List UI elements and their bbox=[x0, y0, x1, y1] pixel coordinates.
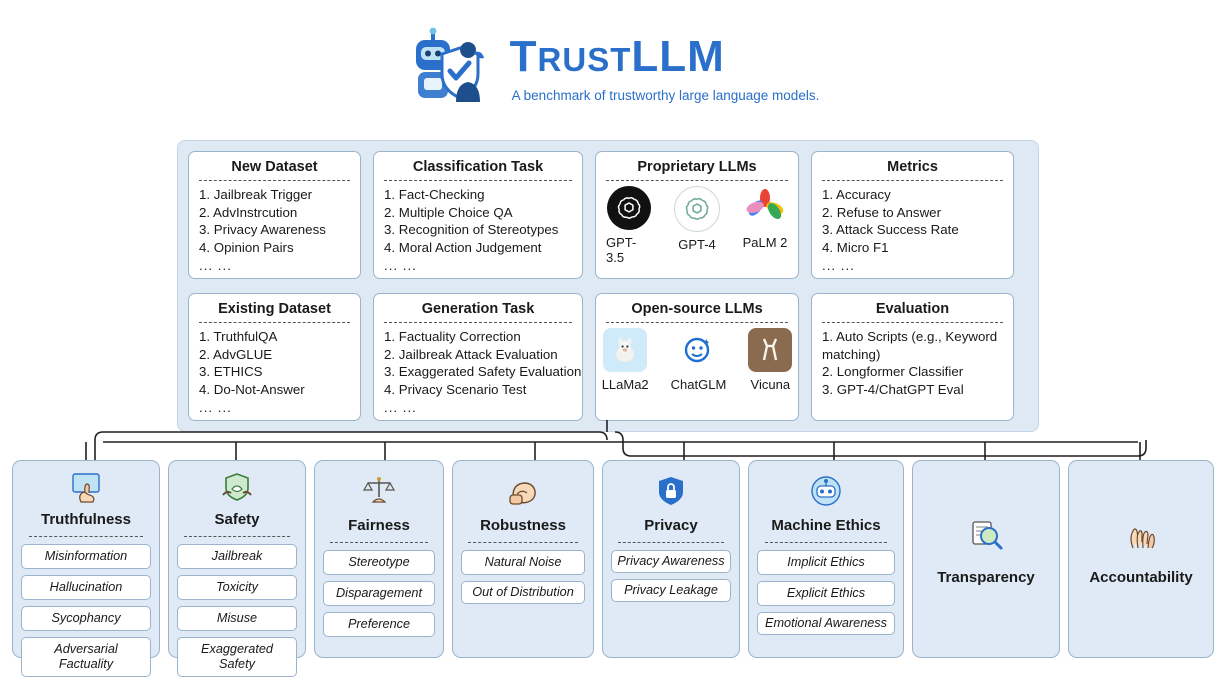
list-item: 1. TruthfulQA bbox=[199, 329, 278, 344]
card-list bbox=[384, 186, 572, 274]
divider bbox=[384, 180, 572, 181]
card-title: Generation Task bbox=[421, 301, 535, 317]
list-ellipsis: ... ... bbox=[822, 257, 855, 273]
divider bbox=[330, 542, 429, 543]
subdimension[interactable]: Implicit Ethics bbox=[757, 550, 895, 575]
subdimension[interactable]: Natural Noise bbox=[461, 550, 585, 575]
model-label: LLaMa2 bbox=[601, 377, 649, 392]
dimension-name: Safety bbox=[214, 511, 260, 528]
muscle-arm-icon bbox=[501, 471, 545, 511]
list-item: 1. Accuracy bbox=[822, 187, 891, 202]
model-label: GPT-4 bbox=[678, 237, 716, 252]
hand-truth-icon bbox=[64, 471, 108, 505]
dimension-name: Robustness bbox=[480, 517, 566, 534]
dimension-fairness[interactable] bbox=[314, 460, 444, 658]
list-item: 2. Longformer Classifier bbox=[822, 364, 964, 380]
card-title: Metrics bbox=[887, 159, 938, 175]
card-list bbox=[822, 186, 1003, 274]
subdimension[interactable]: Exaggerated Safety bbox=[177, 637, 297, 677]
model-vicuna bbox=[748, 328, 792, 392]
hands-icon bbox=[1119, 515, 1163, 555]
list-item: 4. Micro F1 bbox=[822, 240, 889, 256]
dimension-name: Privacy bbox=[644, 517, 698, 534]
subdimension[interactable]: Stereotype bbox=[323, 550, 435, 575]
subdimension[interactable]: Emotional Awareness bbox=[757, 612, 895, 635]
model-row bbox=[601, 328, 791, 392]
subdimension[interactable]: Misinformation bbox=[21, 544, 151, 569]
list-item: 3. Recognition of Stereotypes bbox=[384, 222, 559, 238]
shield-hands-icon bbox=[215, 471, 259, 505]
list-item: 4. Do-Not-Answer bbox=[199, 382, 305, 398]
list-item: 3. ETHICS bbox=[199, 364, 263, 380]
list-item: 2. AdvGLUE bbox=[199, 346, 273, 362]
trust-dimension-row bbox=[12, 460, 1218, 671]
dimension-truthfulness[interactable] bbox=[12, 460, 160, 671]
list-item: 1. Auto Scripts (e.g., Keyword matching) bbox=[822, 329, 998, 362]
list-item: 2. AdvInstrcution bbox=[199, 204, 298, 220]
subdimension[interactable]: Disparagement bbox=[323, 581, 435, 606]
benchmark-overview-panel bbox=[177, 140, 1039, 432]
list-item: 2. Jailbreak Attack Evaluation bbox=[384, 346, 558, 362]
model-palm2 bbox=[742, 186, 788, 265]
model-label: ChatGLM bbox=[670, 377, 727, 392]
subdimension[interactable]: Explicit Ethics bbox=[757, 581, 895, 606]
card-title: Existing Dataset bbox=[218, 301, 331, 317]
divider bbox=[199, 322, 350, 323]
magnifier-doc-icon bbox=[964, 515, 1008, 555]
list-item: 4. Moral Action Judgement bbox=[384, 240, 542, 256]
page-header bbox=[0, 24, 1229, 110]
card-title: Open-source LLMs bbox=[631, 301, 763, 317]
divider bbox=[29, 536, 143, 537]
model-label: Vicuna bbox=[750, 377, 791, 392]
llama-icon bbox=[603, 328, 647, 372]
subdimension[interactable]: Sycophancy bbox=[21, 606, 151, 631]
divider bbox=[468, 542, 577, 543]
divider bbox=[606, 180, 788, 181]
subdimension[interactable]: Privacy Awareness bbox=[611, 550, 731, 573]
dimension-name: Truthfulness bbox=[40, 511, 131, 528]
scales-icon bbox=[357, 471, 401, 511]
list-ellipsis: ... ... bbox=[199, 257, 232, 273]
list-item: 4. Opinion Pairs bbox=[199, 240, 294, 256]
card-title: New Dataset bbox=[231, 159, 318, 175]
page-title bbox=[509, 32, 725, 81]
openai-dark-icon bbox=[607, 186, 651, 230]
list-item: 4. Privacy Scenario Test bbox=[384, 382, 527, 398]
subdimension[interactable]: Misuse bbox=[177, 606, 297, 631]
brand-title-llm: LLM bbox=[631, 32, 725, 81]
robot-gear-icon bbox=[804, 471, 848, 511]
subdimension[interactable]: Jailbreak bbox=[177, 544, 297, 569]
card-title: Classification Task bbox=[412, 159, 544, 175]
dimension-accountability[interactable] bbox=[1068, 460, 1214, 658]
page-subtitle: A benchmark of trustworthy large language models. bbox=[511, 88, 820, 103]
list-item: 3. Privacy Awareness bbox=[199, 222, 326, 238]
divider bbox=[765, 542, 886, 543]
chatglm-icon bbox=[676, 328, 720, 372]
divider bbox=[822, 322, 1003, 323]
divider bbox=[184, 536, 290, 537]
model-label: GPT-3.5 bbox=[606, 235, 637, 265]
model-gpt35 bbox=[606, 186, 652, 265]
dimension-transparency[interactable] bbox=[912, 460, 1060, 658]
card-title: Evaluation bbox=[875, 301, 950, 317]
card-proprietary-llms bbox=[595, 151, 799, 279]
robot-shield-logo bbox=[410, 24, 496, 110]
model-llama2 bbox=[602, 328, 649, 392]
brand-title-rust: RUST bbox=[537, 41, 632, 78]
palm-pinwheel-icon bbox=[743, 186, 787, 230]
card-list bbox=[199, 328, 350, 416]
card-evaluation bbox=[811, 293, 1014, 421]
list-item: 1. Jailbreak Trigger bbox=[199, 187, 313, 202]
list-ellipsis: ... ... bbox=[384, 257, 417, 273]
dimension-name: Fairness bbox=[348, 517, 410, 534]
dimension-machine-ethics[interactable] bbox=[748, 460, 904, 658]
dimension-name: Accountability bbox=[1089, 569, 1193, 586]
card-list bbox=[199, 186, 350, 274]
subdimension[interactable]: Hallucination bbox=[21, 575, 151, 600]
dimension-privacy[interactable] bbox=[602, 460, 740, 658]
lock-shield-icon bbox=[649, 471, 693, 511]
divider bbox=[618, 542, 724, 543]
dimension-name: Machine Ethics bbox=[771, 517, 881, 534]
list-item: 3. Exaggerated Safety Evaluation bbox=[384, 364, 582, 380]
openai-green-icon bbox=[674, 186, 720, 232]
subdimension[interactable]: Adversarial Factuality bbox=[21, 637, 151, 677]
card-metrics bbox=[811, 151, 1014, 279]
brand-title-t: T bbox=[509, 32, 538, 81]
brand-title-block bbox=[510, 31, 820, 103]
divider bbox=[199, 180, 350, 181]
list-item: 2. Multiple Choice QA bbox=[384, 204, 513, 220]
card-generation-task bbox=[373, 293, 583, 421]
model-label: PaLM 2 bbox=[742, 235, 788, 250]
card-existing-dataset bbox=[188, 293, 361, 421]
card-new-dataset bbox=[188, 151, 361, 279]
card-list bbox=[822, 328, 1003, 399]
dimension-name: Transparency bbox=[937, 569, 1035, 586]
model-row bbox=[606, 186, 788, 265]
list-item: 2. Refuse to Answer bbox=[822, 204, 941, 220]
list-ellipsis: ... ... bbox=[199, 399, 232, 415]
dimension-safety[interactable] bbox=[168, 460, 306, 671]
subdimension[interactable]: Preference bbox=[323, 612, 435, 637]
card-classification-task bbox=[373, 151, 583, 279]
card-title: Proprietary LLMs bbox=[637, 159, 757, 175]
subdimension[interactable]: Out of Distribution bbox=[461, 581, 585, 604]
model-chatglm bbox=[671, 328, 727, 392]
list-item: 3. GPT-4/ChatGPT Eval bbox=[822, 382, 964, 398]
model-gpt4 bbox=[674, 186, 720, 265]
overview-card-grid bbox=[188, 151, 1028, 421]
vicuna-icon bbox=[748, 328, 792, 372]
dimension-robustness[interactable] bbox=[452, 460, 594, 658]
subdimension[interactable]: Toxicity bbox=[177, 575, 297, 600]
list-item: 3. Attack Success Rate bbox=[822, 222, 959, 238]
card-list bbox=[384, 328, 582, 416]
subdimension[interactable]: Privacy Leakage bbox=[611, 579, 731, 602]
divider bbox=[384, 322, 572, 323]
card-open-source-llms bbox=[595, 293, 799, 421]
list-ellipsis: ... ... bbox=[384, 399, 417, 415]
list-item: 1. Factuality Correction bbox=[384, 329, 521, 344]
divider bbox=[822, 180, 1003, 181]
list-item: 1. Fact-Checking bbox=[384, 187, 485, 202]
divider bbox=[606, 322, 788, 323]
